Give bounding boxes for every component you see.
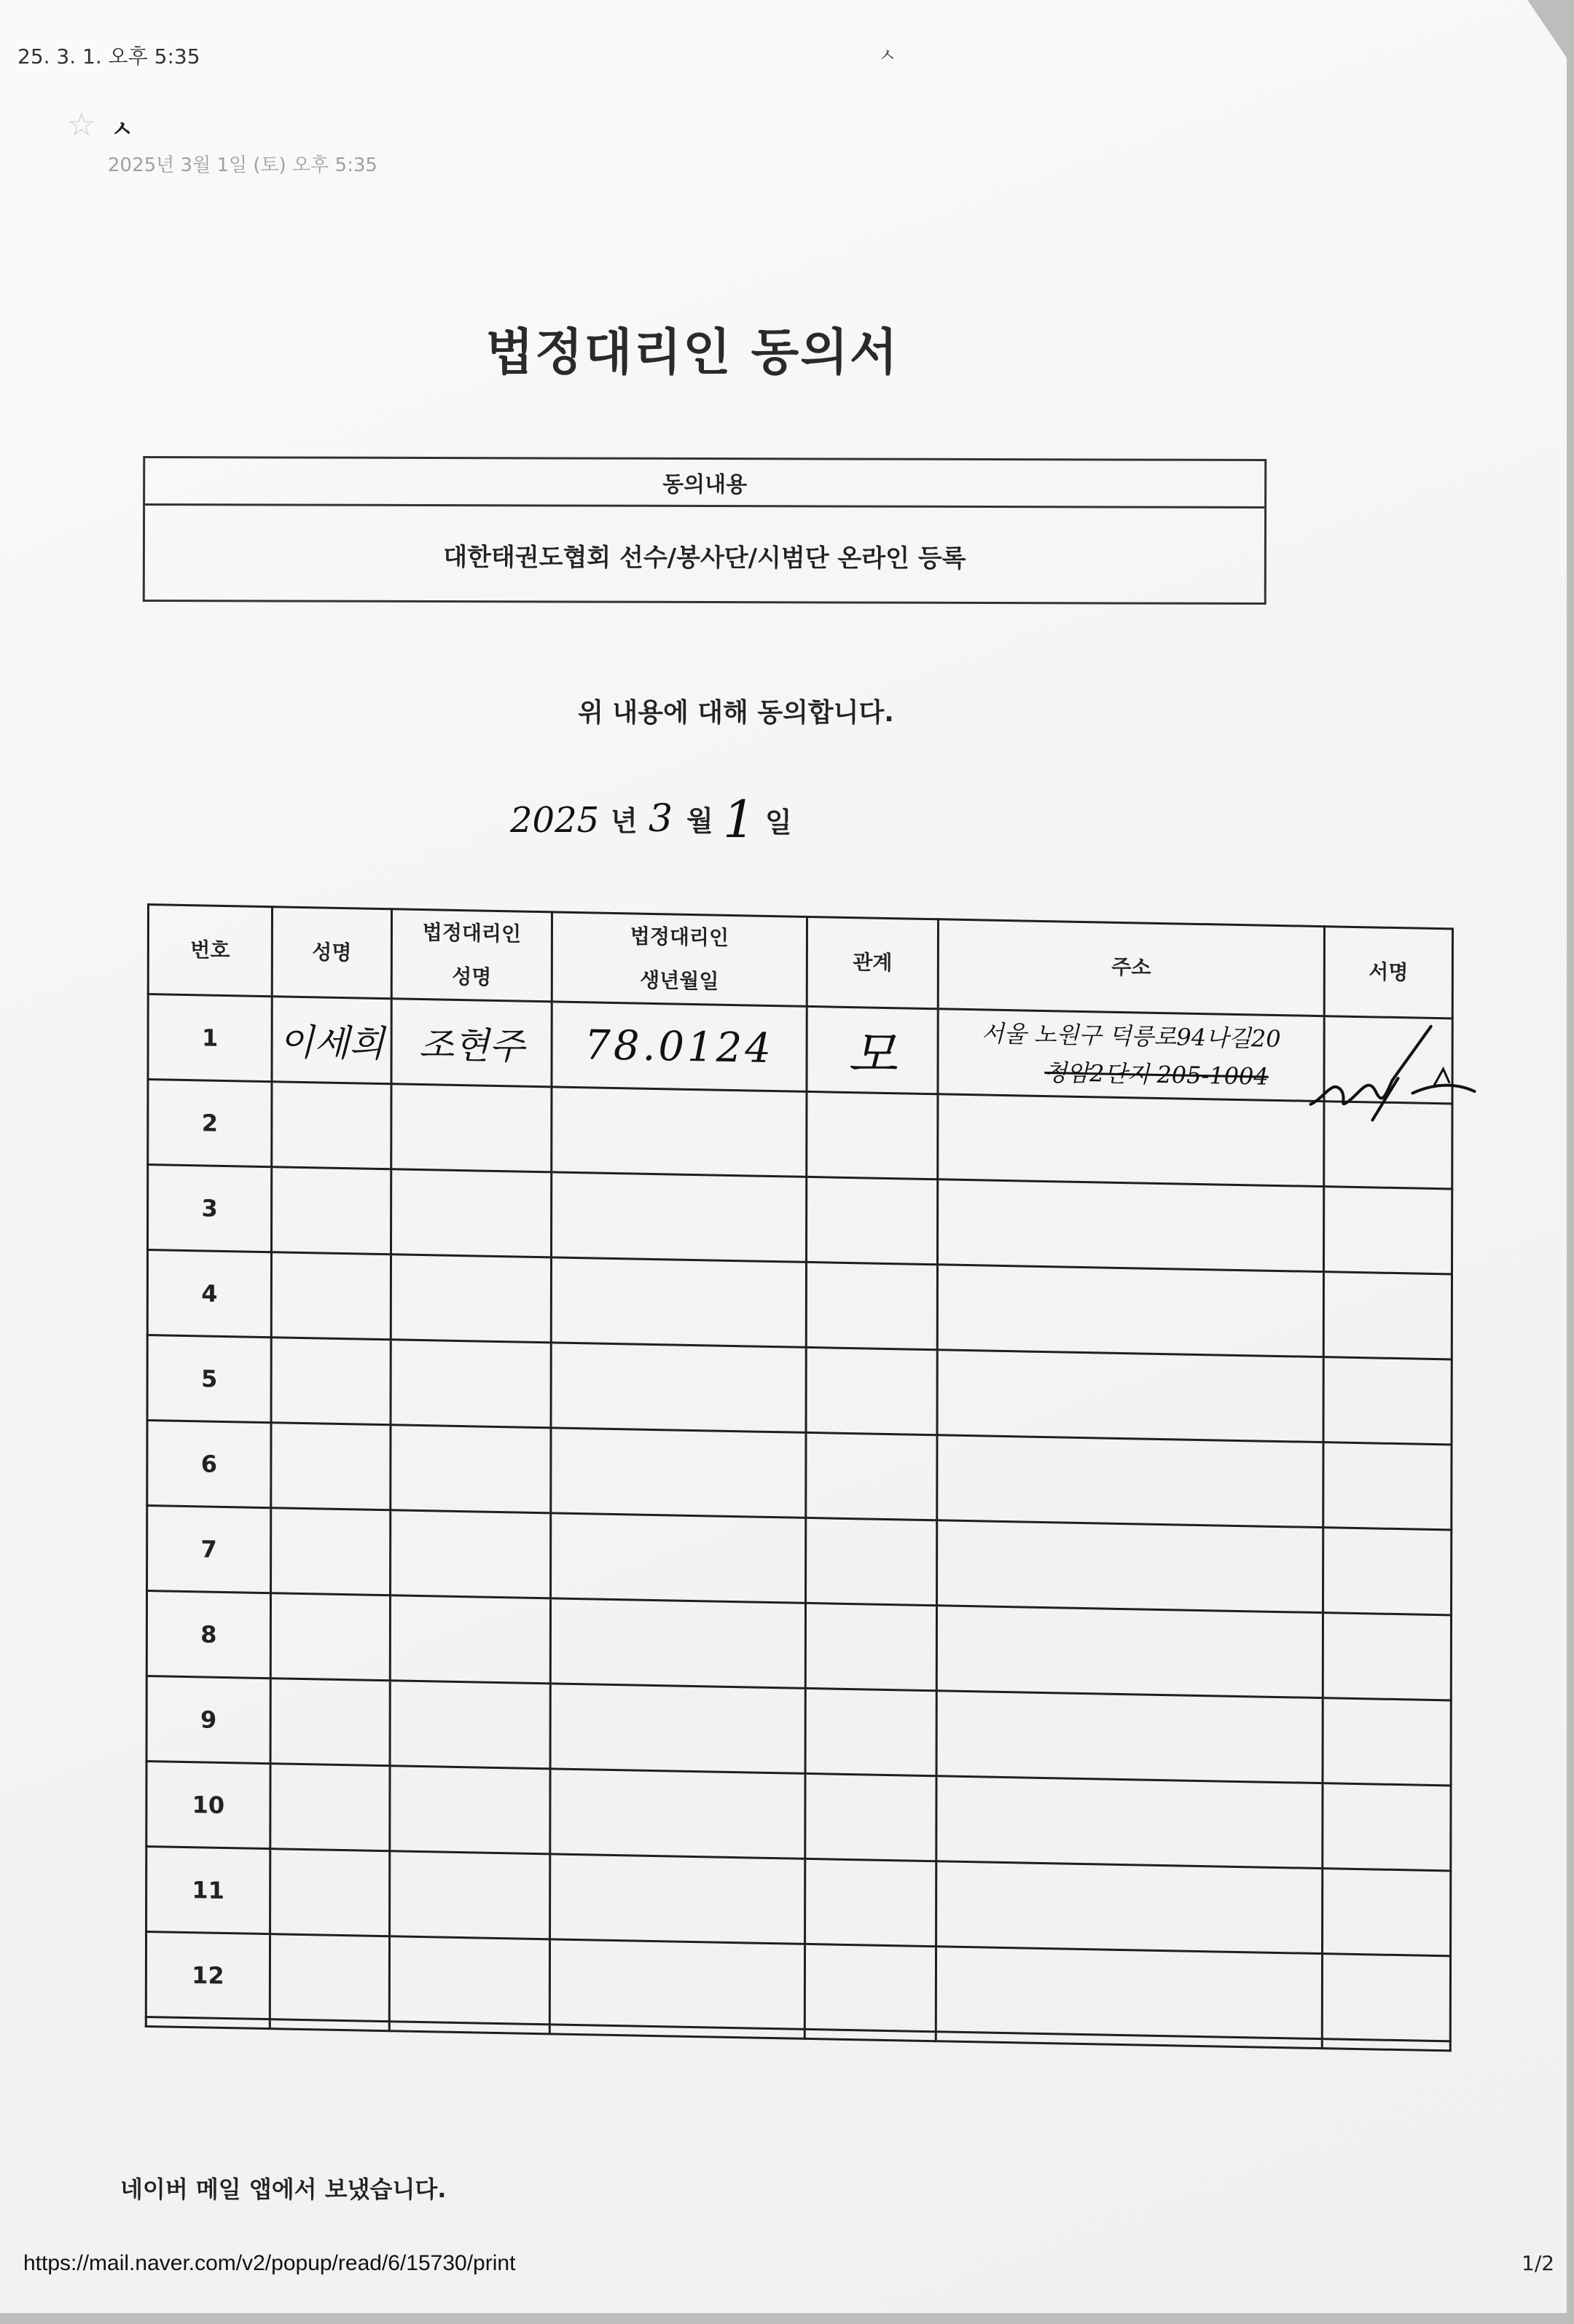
row-number: 1	[148, 994, 272, 1082]
row-number: 9	[146, 1676, 270, 1763]
print-datetime: 25. 3. 1. 오후 5:35	[17, 44, 200, 68]
agree-statement: 위 내용에 대해 동의합니다.	[578, 698, 894, 728]
header-relation: 관계	[807, 916, 938, 1008]
print-url: https://mail.naver.com/v2/popup/read/6/15730/print	[23, 2251, 516, 2275]
relation-handwritten: 모	[847, 1024, 898, 1085]
student-name	[272, 997, 391, 1084]
sent-from-note: 네이버 메일 앱에서 보냈습니다.	[120, 2175, 447, 2203]
rep-name-handwritten: 조현주	[418, 1023, 525, 1068]
guardian-table	[145, 903, 1454, 2052]
header-rep-name-line2: 성명	[452, 964, 492, 989]
row-number: 12	[146, 1931, 270, 2019]
date-day-label: 일	[765, 806, 792, 839]
date-month-handwritten: 3	[649, 797, 673, 841]
header-signature: 서명	[1324, 927, 1452, 1018]
header-rep-name	[391, 909, 552, 1002]
row-number: 4	[147, 1250, 271, 1338]
row-number: 10	[146, 1761, 270, 1848]
header-address: 주소	[938, 919, 1324, 1016]
address-line2-handwritten: 청암2단지 205-1004	[1044, 1058, 1269, 1091]
date-month-label: 월	[686, 805, 713, 837]
row-number: 5	[147, 1335, 271, 1423]
rep-birth	[552, 1002, 807, 1092]
header-name: 성명	[272, 907, 391, 999]
header-rep-birth-line1: 법정대리인	[630, 924, 729, 950]
page-number: 1/2	[1522, 2251, 1555, 2275]
header-no: 번호	[148, 905, 272, 997]
student-name-handwritten: 이세희	[278, 1021, 385, 1066]
document-title: 법정대리인 동의서	[485, 324, 899, 382]
consent-box	[143, 456, 1267, 605]
rep-name	[391, 999, 552, 1087]
row-number: 2	[148, 1080, 272, 1167]
consent-header: 동의내용	[145, 458, 1264, 509]
row-number: 3	[148, 1165, 272, 1252]
date-day-handwritten: 1	[723, 790, 756, 849]
row-number: 6	[147, 1421, 271, 1508]
row-number: 7	[147, 1505, 271, 1593]
header-rep-name-line1: 법정대리인	[422, 920, 522, 946]
header-rep-birth-line2: 생년월일	[640, 967, 719, 994]
address-line1-handwritten: 서울 노원구 덕릉로94나길20	[981, 1019, 1281, 1053]
date-year-label: 년	[611, 805, 638, 837]
row-number: 11	[146, 1846, 270, 1934]
mail-subject: ㅅ	[111, 115, 133, 143]
guardian-table-wrapper	[145, 903, 1452, 2052]
date-year-handwritten: 2025	[510, 800, 600, 841]
print-title: ㅅ	[878, 45, 897, 67]
row-number: 8	[146, 1590, 270, 1678]
consent-body: 대한태권도협회 선수/봉사단/시범단 온라인 등록	[443, 542, 966, 573]
address	[938, 1009, 1324, 1102]
relation	[807, 1006, 938, 1094]
signature-cell	[1324, 1016, 1452, 1104]
rep-birth-handwritten: 78.0124	[584, 1021, 774, 1072]
mail-date: 2025년 3월 1일 (토) 오후 5:35	[108, 154, 377, 176]
header-rep-birth	[552, 912, 807, 1007]
signature-scribble	[1303, 1010, 1478, 1122]
star-icon: ☆	[67, 106, 96, 144]
